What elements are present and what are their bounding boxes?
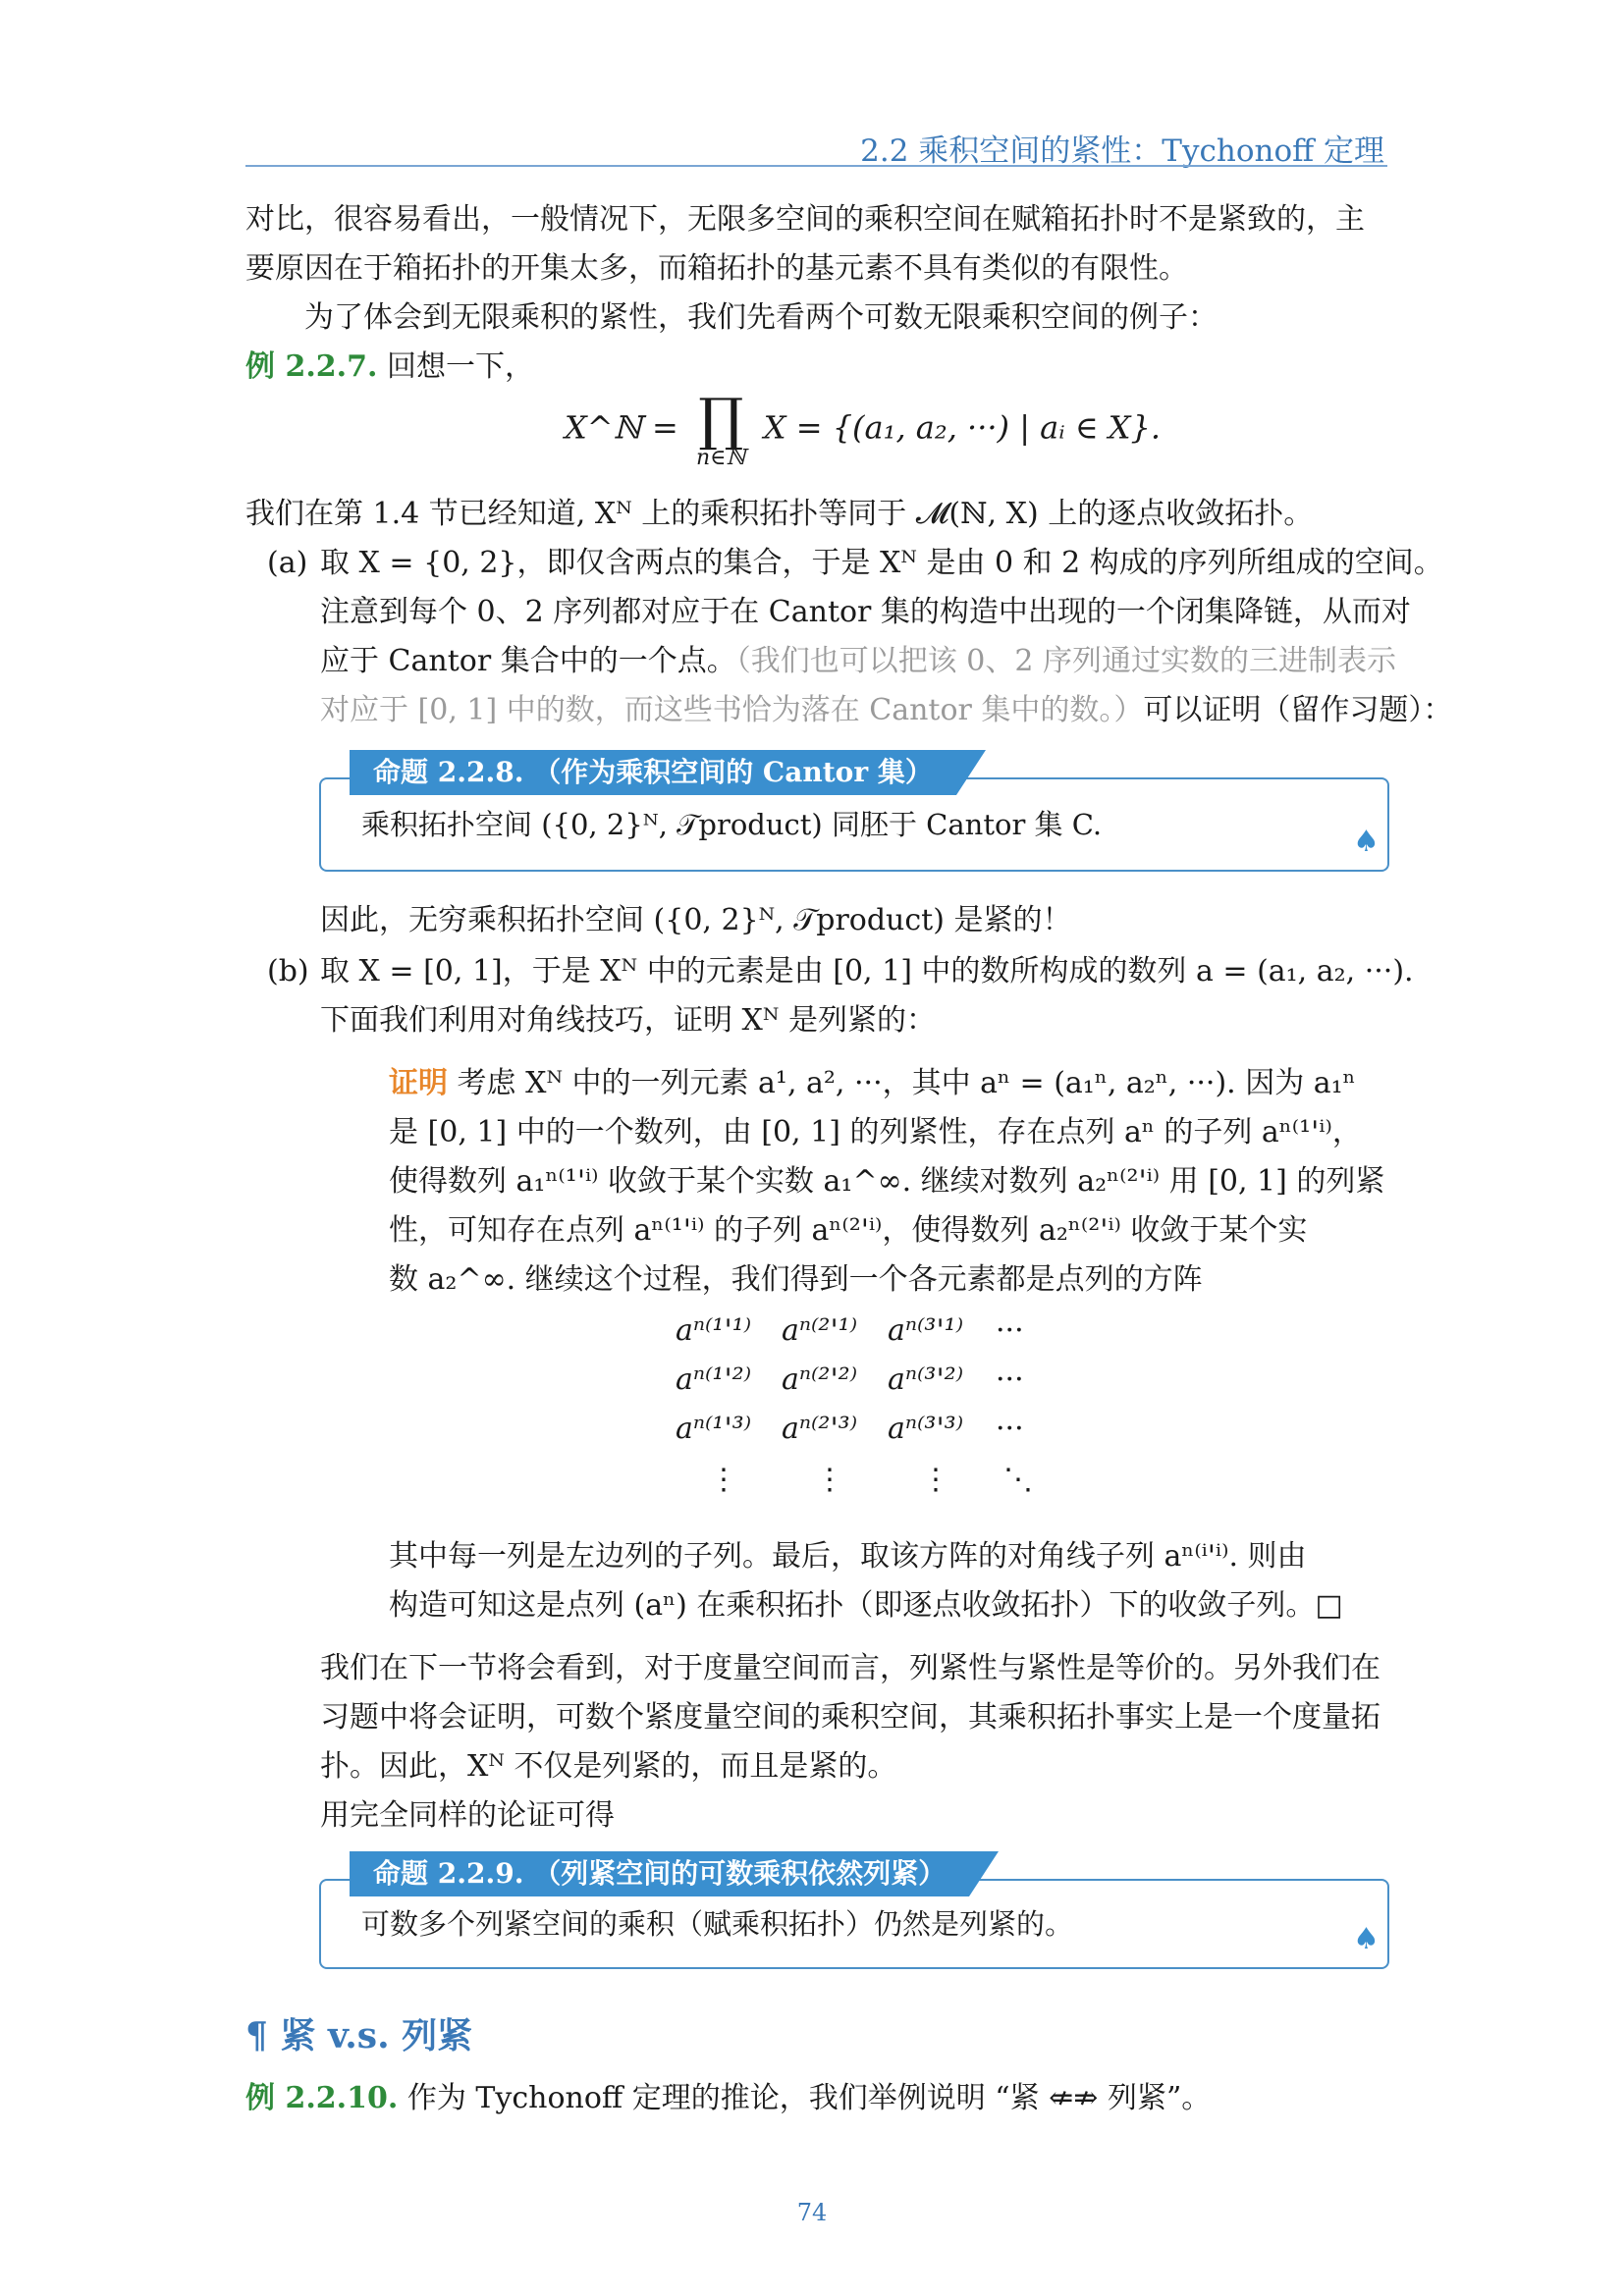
product-subscript: n∈ℕ xyxy=(696,446,746,470)
proposition-2-2-8-body: 乘积拓扑空间 ({0, 2}ᴺ, 𝒯product) 同胚于 Cantor 集 C. xyxy=(361,808,1103,841)
after-proof-line-3: 扑。因此，Xᴺ 不仅是列紧的，而且是紧的。 xyxy=(320,1749,897,1784)
matrix-cell: ··· xyxy=(996,1313,1024,1348)
product-operator xyxy=(696,386,746,470)
item-a-line-3-remark: （我们也可以把该 0、2 序列通过实数的三进制表示 xyxy=(735,644,1396,678)
example-label: 例 2.2.10. xyxy=(245,2081,399,2115)
proof-line-1-text: 考虑 Xᴺ 中的一列元素 a¹, a², ···，其中 aⁿ = (a₁ⁿ, a₂ⁿ, ···). 因为 a₁ⁿ xyxy=(457,1066,1356,1100)
item-a-line-3 xyxy=(320,640,1396,683)
after-proof-line-4: 用完全同样的论证可得 xyxy=(320,1798,615,1833)
matrix-cell: aⁿ⁽³'¹⁾ xyxy=(888,1313,964,1348)
item-a-line-1: 取 X = {0, 2}，即仅含两点的集合，于是 Xᴺ 是由 0 和 2 构成的序列所组成的空间。 xyxy=(320,546,1443,580)
proof-line-7: 构造可知这是点列 (aⁿ) 在乘积拓扑（即逐点收敛拓扑）下的收敛子列。□ xyxy=(389,1588,1343,1623)
matrix-cell: aⁿ⁽²'¹⁾ xyxy=(782,1313,858,1348)
section-heading: ¶ 紧 v.s. 列紧 xyxy=(245,2015,473,2056)
running-header: 2.2 乘积空间的紧性：Tychonoff 定理 xyxy=(860,133,1384,169)
example-label: 例 2.2.7. xyxy=(245,349,378,384)
product-display-equation xyxy=(565,386,1162,470)
proof-line-1 xyxy=(389,1062,1356,1105)
item-b-marker: (b) xyxy=(267,954,309,988)
matrix-cell: aⁿ⁽³'³⁾ xyxy=(888,1412,964,1446)
proposition-2-2-8-title: 命题 2.2.8. （作为乘积空间的 Cantor 集） xyxy=(350,750,956,795)
proof-line-3: 使得数列 a₁ⁿ⁽¹'ⁱ⁾ 收敛于某个实数 a₁^∞. 继续对数列 a₂ⁿ⁽²'ⁱ⁾ 用 [0, 1] 的列紧 xyxy=(389,1164,1385,1199)
proof-line-5: 数 a₂^∞. 继续这个过程，我们得到一个各元素都是点列的方阵 xyxy=(389,1262,1203,1297)
proof-line-2: 是 [0, 1] 中的一个数列，由 [0, 1] 的列紧性，存在点列 aⁿ 的子列 aⁿ⁽¹'ⁱ⁾， xyxy=(389,1115,1362,1149)
proposition-2-2-9-body: 可数多个列紧空间的乘积（赋乘积拓扑）仍然是列紧的。 xyxy=(361,1907,1074,1941)
equation-rhs: X = {(a₁, a₂, ···) | aᵢ ∈ X}. xyxy=(763,408,1162,447)
matrix-cell: aⁿ⁽¹'³⁾ xyxy=(676,1412,752,1446)
matrix-cell: ⋮ xyxy=(815,1463,844,1497)
product-symbol: ∏ xyxy=(698,386,744,453)
example-2-2-10 xyxy=(245,2077,1211,2120)
page-number: 74 xyxy=(796,2199,828,2226)
item-a-line-3-main: 应于 Cantor 集合中的一个点。 xyxy=(320,644,736,678)
matrix-cell: aⁿ⁽¹'²⁾ xyxy=(676,1362,752,1397)
matrix-cell: aⁿ⁽²'³⁾ xyxy=(782,1412,858,1446)
proof-label: 证明 xyxy=(389,1066,448,1100)
matrix-cell: ⋮ xyxy=(921,1463,950,1497)
after-proof-line-2: 习题中将会证明，可数个紧度量空间的乘积空间，其乘积拓扑事实上是一个度量拓 xyxy=(320,1700,1380,1735)
intro-line-2: 要原因在于箱拓扑的开集太多，而箱拓扑的基元素不具有类似的有限性。 xyxy=(245,251,1188,286)
item-a-line-2: 注意到每个 0、2 序列都对应于在 Cantor 集的构造中出现的一个闭集降链，从而对 xyxy=(320,595,1411,629)
matrix-cell: ··· xyxy=(996,1412,1024,1446)
matrix-cell: aⁿ⁽²'²⁾ xyxy=(782,1362,858,1397)
equation-lhs: X^ℕ = xyxy=(565,408,678,447)
matrix-cell: aⁿ⁽³'²⁾ xyxy=(888,1362,964,1397)
matrix-cell: aⁿ⁽¹'¹⁾ xyxy=(676,1313,752,1348)
item-a-line-4-main: 可以证明（留作习题）： xyxy=(1143,693,1453,727)
matrix-cell: ⋮ xyxy=(709,1463,738,1497)
matrix-cell: ··· xyxy=(996,1362,1024,1397)
proposition-2-2-9-title: 命题 2.2.9. （列紧空间的可数乘积依然列紧） xyxy=(350,1851,969,1896)
item-a-marker: (a) xyxy=(267,546,308,580)
example-text: 作为 Tychonoff 定理的推论，我们举例说明 “紧 ⇍⇏ 列紧”。 xyxy=(406,2081,1212,2115)
header-rule xyxy=(245,165,1387,167)
item-b-line-1: 取 X = [0, 1]，于是 Xᴺ 中的元素是由 [0, 1] 中的数所构成的数列 a = (a₁, a₂, ···). xyxy=(320,954,1414,988)
item-b-line-2: 下面我们利用对角线技巧，证明 Xᴺ 是列紧的： xyxy=(320,1003,936,1038)
item-a-line-4-remark: 对应于 [0, 1] 中的数，而这些书恰为落在 Cantor 集中的数。） xyxy=(320,693,1144,727)
spade-icon: ♠ xyxy=(1353,825,1380,859)
item-a-line-4 xyxy=(320,689,1452,732)
intro-line-1: 对比，很容易看出，一般情况下，无限多空间的乘积空间在赋箱拓扑时不是紧致的，主 xyxy=(245,202,1365,237)
example-2-2-7-followup: 我们在第 1.4 节已经知道, Xᴺ 上的乘积拓扑等同于 𝓜(ℕ, X) 上的逐点收敛拓扑。 xyxy=(245,497,1314,531)
example-2-2-7-heading xyxy=(245,346,534,389)
matrix-cell: ⋱ xyxy=(1003,1463,1033,1497)
proof-line-6: 其中每一列是左边列的子列。最后，取该方阵的对角线子列 aⁿ⁽ⁱ'ⁱ⁾. 则由 xyxy=(389,1539,1307,1574)
proof-line-4: 性，可知存在点列 aⁿ⁽¹'ⁱ⁾ 的子列 aⁿ⁽²'ⁱ⁾，使得数列 a₂ⁿ⁽²'ⁱ⁾ 收敛于某个实 xyxy=(389,1213,1308,1248)
example-text: 回想一下， xyxy=(386,349,534,384)
after-proposition-2-2-8: 因此，无穷乘积拓扑空间 ({0, 2}ᴺ, 𝒯product) 是紧的！ xyxy=(320,903,1072,937)
spade-icon: ♠ xyxy=(1353,1922,1380,1956)
after-proof-line-1: 我们在下一节将会看到，对于度量空间而言，列紧性与紧性是等价的。另外我们在 xyxy=(320,1651,1380,1685)
intro-line-3: 为了体会到无限乘积的紧性，我们先看两个可数无限乘积空间的例子： xyxy=(304,300,1218,335)
